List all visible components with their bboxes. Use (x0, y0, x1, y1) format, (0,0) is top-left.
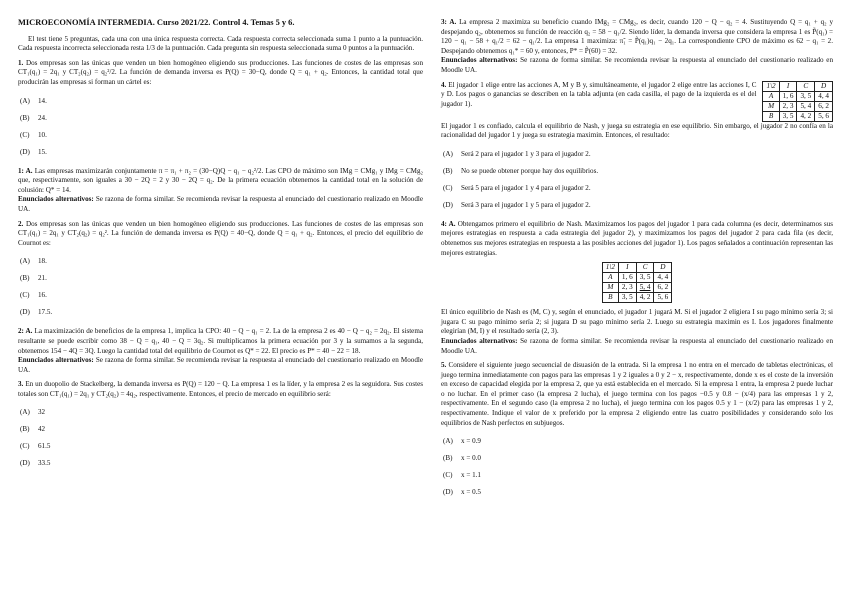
table-cell: 5, 4 (797, 101, 815, 111)
left-column (18, 18, 423, 478)
option-text: 61.5 (38, 442, 51, 451)
answer-4-number: 4: A. (441, 219, 456, 228)
option-text: 18. (38, 257, 47, 266)
table-cell: 1, 6 (618, 273, 636, 283)
q3-option-c[interactable] (18, 438, 423, 455)
option-letter: (B) (443, 166, 453, 175)
option-letter: (B) (20, 113, 30, 122)
table-cell: 3, 5 (636, 273, 654, 283)
table-cell: 3, 5 (779, 111, 797, 121)
option-letter: (B) (443, 454, 453, 463)
table-cell: 5, 6 (815, 111, 833, 121)
table-corner: 1\2 (602, 263, 618, 273)
question-4-options (441, 146, 833, 214)
option-text: 32 (38, 408, 46, 417)
table-cell: 5, 6 (654, 293, 672, 303)
q4-option-a[interactable] (441, 146, 833, 163)
table-col-header: I (779, 81, 797, 91)
option-text: 42 (38, 425, 46, 434)
table-row-header: B (602, 293, 618, 303)
option-letter: (B) (20, 425, 30, 434)
q5-option-b[interactable] (441, 450, 833, 467)
answer-4 (441, 220, 833, 258)
question-3 (18, 380, 423, 399)
option-text: 24. (38, 113, 47, 122)
option-letter: (B) (20, 274, 30, 283)
q2-option-b[interactable] (18, 270, 423, 287)
q4-option-d[interactable] (441, 197, 833, 214)
table-cell: 2, 3 (779, 101, 797, 111)
option-letter: (C) (20, 291, 30, 300)
table-cell-best-response: 5, 4 (636, 283, 654, 293)
table-cell: 4, 4 (815, 91, 833, 101)
question-1 (18, 59, 423, 88)
option-text: Será 2 para el jugador 1 y 3 para el jugador 2. (461, 149, 591, 158)
table-row-header: M (763, 101, 779, 111)
q2-option-d[interactable] (18, 304, 423, 321)
table-col-header: I (618, 263, 636, 273)
q1-option-a[interactable] (18, 93, 423, 110)
table-row-header: M (602, 283, 618, 293)
q3-option-a[interactable] (18, 404, 423, 421)
answer-3-alt-label: Enunciados alternativos: (441, 56, 518, 65)
answer-4-alt-label: Enunciados alternativos: (441, 336, 518, 345)
q5-option-d[interactable] (441, 484, 833, 501)
answer-2 (18, 327, 423, 375)
option-letter: (C) (20, 130, 30, 139)
q3-option-d[interactable] (18, 455, 423, 472)
q2-option-a[interactable] (18, 253, 423, 270)
answer-3 (441, 18, 833, 76)
q2-option-c[interactable] (18, 287, 423, 304)
question-2-options (18, 253, 423, 321)
answer-3-text: La empresa 2 maximiza su beneficio cuando IMg₂ = CMg₂, es decir, cuando 120 − Q − q₂ = 4. Sustituyendo Q = q₁ + q₂ y despejando q₂, obtenemos su función de reacción q₂ = 58 − q₁/2. Siendo líder, la demanda inversa que considera la empresa 1 es P̃(q₁) = 120 − q₁ − 58 + q₁/2 = 62 − q₁/2. La empresa 1 maximiza: π̃₁ = P̃(q₁)q₁ − 2q₁. La correspondiente CPO de máximo es 62 − q₁ = 2. Despejando obtenemos q₁* = 60 y, entonces, P* = P̃(60) = 32. (441, 18, 834, 55)
question-3-text: En un duopolio de Stackelberg, la demanda inversa es P(Q) = 120 − Q. La empresa 1 es la líder, y la empresa 2 es la seguidora. Sus costes totales son CT₁(q₁) = 2q₁ y CT₂(q₂) = 4q₂, respectivamente. Entonces, el precio de mercado en equilibrio será: (18, 380, 423, 398)
option-text: Será 5 para el jugador 1 y 4 para el jugador 2. (461, 183, 591, 192)
table-cell: 6, 2 (654, 283, 672, 293)
question-5-number: 5. (441, 361, 447, 370)
table-col-header: D (654, 263, 672, 273)
answer-2-alt-label: Enunciados alternativos: (18, 356, 94, 365)
option-text: x = 0.5 (461, 488, 481, 497)
option-text: x = 1.1 (461, 471, 481, 480)
table-col-header: D (815, 81, 833, 91)
answer-4-text: Obtengamos primero el equilibrio de Nash. Maximizamos los pagos del jugador 1 para cada columna (es decir, determinamos sus mejores estrategias en respuesta a cada estrategia del jugador 2), y maximizamos los pagos del jugador 2 para cada fila (es decir, obtenemos sus mejores estrategias en respuesta a las posibles acciones del jugador 1). Los pagos señalados a continuación representan las mejores estrategias. (441, 219, 833, 257)
question-5-text: Considere el siguiente juego secuencial de disuasión de la entrada. Si la empresa 1 no entra en el mercado de tabletas electrónicas, el juego termina inmediatamente con pagos para las empresas 1 y 2 iguales a 0 y 2 − x, respectivamente, donde x es el coste de la inversión en exceso de capacidad elegida por la empresa 2, que ya está establecida en el mercado. Si la empresa 1 entra, la empresa 2 puede luchar o no luchar. En el primer caso (la empresa 2 lucha), el juego termina con los pagos −0.5 y 0.8 − (x/4) para las empresas 1 y 2, respectivamente. En el segundo caso (la empresa 2 no lucha), el juego termina con los pagos 0.5 y 1 − (x/2) para las empresas 1 y 2, respectivamente. Indique el valor de x preferido por la empresa 2 eligiendo entre las cuatro posibilidades y considerando solo los equilibrios de Nash perfectos en subjuegos. (441, 361, 833, 427)
answer-1 (18, 167, 423, 215)
option-text: x = 0.9 (461, 437, 481, 446)
answer-1-alt-label: Enunciados alternativos: (18, 195, 94, 204)
table-col-header: C (636, 263, 654, 273)
answer-2-number: 2: A. (18, 327, 33, 336)
q3-option-b[interactable] (18, 421, 423, 438)
question-1-options (18, 93, 423, 161)
option-letter: (D) (20, 308, 30, 317)
option-letter: (D) (443, 200, 453, 209)
table-cell: 4, 2 (797, 111, 815, 121)
table-row-header: B (763, 111, 779, 121)
table-cell: 4, 4 (654, 273, 672, 283)
answer-4-text2: El único equilibrio de Nash es (M, C) y, según el enunciado, el jugador 1 jugará M. Si el jugador 2 eligiera I su pago mínimo sería 3; si jugara C su pago mínimo sería 2; si jugara D su pago mínimo sería 2. Luego su estrategia maximin es I. Los jugadores finalmente elegirían (M, I) y el resultado sería (2, 3). (441, 308, 833, 336)
answer-4-continuation (441, 308, 833, 356)
option-text: x = 0.0 (461, 454, 481, 463)
option-letter: (A) (20, 257, 30, 266)
table-cell: 2, 3 (618, 283, 636, 293)
test-instructions: El test tiene 5 preguntas, cada una con una única respuesta correcta. Cada respuesta correcta seleccionada suma 1 punto a la puntuación. Cada respuesta incorrecta seleccionada resta 1/3 de la puntuación. Cada pregunta sin respuesta seleccionada suma 0 puntos a la puntuación. (18, 34, 423, 53)
payoff-table (762, 81, 833, 122)
question-1-number: 1. (18, 58, 24, 67)
option-letter: (D) (20, 147, 30, 156)
option-letter: (D) (20, 459, 30, 468)
q1-option-d[interactable] (18, 144, 423, 161)
q5-option-c[interactable] (441, 467, 833, 484)
question-4-number: 4. (441, 80, 447, 89)
answer-4-alt-text: Se razona de forma similar. Se recomienda revisar la respuesta al enunciado del cuestionario realizado en Moodle UA. (441, 336, 833, 355)
question-2-text: Dos empresas son las únicas que venden un bien homogéneo eligiendo sus producciones. Las funciones de costes de las empresas son CT₁(q₁) = 2q₁ y CT₂(q₂) = q₂². La función de demanda inversa es P(Q) = 40−Q, donde Q = q₁ + q₂. Entonces, el precio del equilibrio de Cournot es: (18, 219, 423, 247)
answer-3-number: 3: A. (441, 18, 457, 26)
table-cell: 3, 5 (618, 293, 636, 303)
question-2-number: 2. (18, 219, 24, 228)
option-text: No se puede obtener porque hay dos equilibrios. (461, 166, 599, 175)
q1-option-b[interactable] (18, 110, 423, 127)
question-5-options (441, 433, 833, 501)
question-4-continuation: El jugador 1 es confiado, calcula el equilibrio de Nash, y juega su estrategia en ese equilibrio. Sin embargo, el jugador 2 no confía en la racionalidad del jugador 1 y juega su estrategia maximin. Entonces, el resultado: (441, 121, 833, 140)
option-text: 15. (38, 147, 47, 156)
option-letter: (C) (443, 183, 453, 192)
option-text: 21. (38, 274, 47, 283)
option-text: 33.5 (38, 459, 51, 468)
option-letter: (A) (443, 149, 453, 158)
table-col-header: C (797, 81, 815, 91)
option-text: Será 3 para el jugador 1 y 5 para el jugador 2. (461, 200, 591, 209)
table-row-header: A (602, 273, 618, 283)
right-column (441, 18, 833, 507)
option-text: 14. (38, 96, 47, 105)
answer-1-text: Las empresas maximizarán conjuntamente π = π₁ + π₂ = (30−Q)Q − q₁ − q₂²/2. Las CPO de máximo son IMg = CMg₁ y IMg = CMg₂ que, respectivamente, son iguales a 30 − 2Q = 2 y 30 − 2Q = q₂. De la primera ecuación obtenemos la cantidad total en la solución de colusión: Q* = 14. (18, 166, 423, 194)
question-4-block (441, 81, 833, 122)
table-cell: 1, 6 (779, 91, 797, 101)
question-1-text: Dos empresas son las únicas que venden un bien homogéneo eligiendo sus producciones. Las funciones de costes de las empresas son CT₁(q₁) = 2q₁ y CT₂(q₂) = q₂²/2. La función de demanda inversa es P(Q) = 30−Q, donde Q = q₁ + q₂. Entonces, la cantidad total que producirán las empresas si forman un cártel es: (18, 58, 423, 86)
table-cell: 4, 2 (636, 293, 654, 303)
question-4 (441, 81, 756, 110)
q4-option-b[interactable] (441, 163, 833, 180)
option-letter: (A) (20, 96, 30, 105)
answer-4-table-wrap (441, 262, 833, 303)
answer-1-number: 1: A. (18, 166, 33, 175)
question-3-options (18, 404, 423, 472)
q1-option-c[interactable] (18, 127, 423, 144)
option-letter: (C) (20, 442, 30, 451)
question-4-text: El jugador 1 elige entre las acciones A, M y B y, simultáneamente, el jugador 2 elige entre las acciones I, C y D. Los pagos o ganancias se describen en la tabla adjunta (en cada casilla, el pago de la izquierda es el del jugador 1). (441, 80, 757, 108)
answer-2-text: La maximización de beneficios de la empresa 1, implica la CPO: 40 − Q − q₁ = 2. La de la empresa 2 es 40 − Q − q₂ = 2q₂. El sistema resultante se puede escribir como 38 − Q = q₁, 40 − Q = 3q₂. Si multiplicamos la primera ecuación por 3 y la sumamos a la segunda, obtenemos 154 − 4Q = 3Q. Luego la cantidad total del equilibrio de Cournot es Q* = 22. El precio es P* = 40 − 22 = 18. (18, 327, 423, 355)
option-text: 16. (38, 291, 47, 300)
option-text: 17.5. (38, 308, 53, 317)
table-row-header: A (763, 91, 779, 101)
best-response-table (602, 262, 673, 303)
table-cell: 6, 2 (815, 101, 833, 111)
option-letter: (D) (443, 488, 453, 497)
answer-1-alt-text: Se razona de forma similar. Se recomienda revisar la respuesta al enunciado del cuestionario realizado en Moodle UA. (18, 195, 423, 213)
option-letter: (C) (443, 471, 453, 480)
question-3-number: 3. (18, 380, 24, 389)
option-letter: (A) (20, 408, 30, 417)
question-2 (18, 220, 423, 249)
option-text: 10. (38, 130, 47, 139)
q5-option-a[interactable] (441, 433, 833, 450)
option-letter: (A) (443, 437, 453, 446)
page-title: MICROECONOMÍA INTERMEDIA. Curso 2021/22. Control 4. Temas 5 y 6. (18, 18, 295, 27)
answer-3-alt-text: Se razona de forma similar. Se recomienda revisar la respuesta al enunciado del cuestionario realizado en Moodle UA. (441, 56, 833, 74)
q4-option-c[interactable] (441, 180, 833, 197)
question-5 (441, 361, 833, 428)
table-corner: 1\2 (763, 81, 779, 91)
table-cell: 3, 5 (797, 91, 815, 101)
answer-2-alt-text: Se razona de forma similar. Se recomienda revisar la respuesta al enunciado del cuestionario realizado en Moodle UA. (18, 356, 423, 374)
